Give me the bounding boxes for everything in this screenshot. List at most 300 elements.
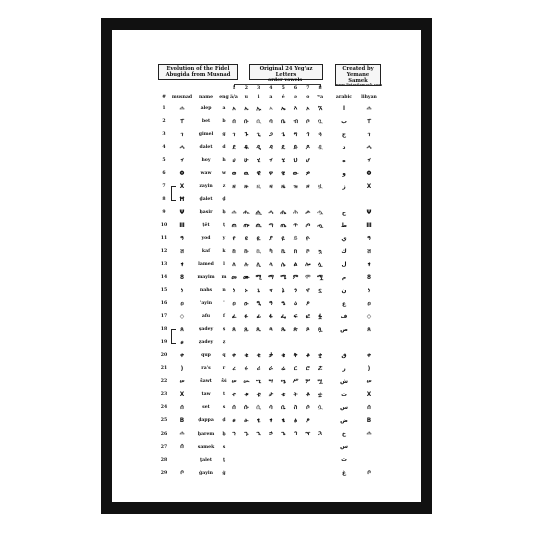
eng-letter: h bbox=[222, 158, 226, 164]
eng-letter: s bbox=[222, 405, 226, 411]
fidel-glyph: ዌ bbox=[281, 170, 286, 177]
fidel-glyph: ጾ bbox=[306, 326, 310, 333]
musnad-glyph: ዓ bbox=[180, 235, 184, 242]
eng-letter: ġ bbox=[222, 470, 226, 476]
fidel-glyph: ኋ bbox=[318, 431, 322, 437]
eng-letter: s bbox=[222, 444, 226, 450]
fidel-glyph: ጢ bbox=[255, 222, 262, 229]
musnad-glyph: ሰ bbox=[180, 404, 184, 411]
lihyan-glyph: ዐ bbox=[367, 300, 371, 307]
fidel-glyph: ሀ bbox=[232, 157, 236, 164]
letter-name: gimel bbox=[198, 132, 214, 138]
row-number: 9 bbox=[162, 210, 166, 216]
fidel-glyph: ዮ bbox=[305, 235, 310, 242]
fidel-glyph: ሢ bbox=[256, 378, 262, 385]
arabic-glyph: م bbox=[341, 274, 347, 281]
fidel-glyph: ሓ bbox=[268, 209, 274, 216]
row-number: 1 bbox=[162, 106, 166, 111]
arabic-glyph: ه bbox=[342, 157, 346, 164]
fidel-glyph: ጤ bbox=[280, 222, 287, 229]
fidel-glyph: ሂ bbox=[256, 157, 261, 164]
fidel-glyph: ጋ bbox=[269, 131, 273, 138]
letter-name: 'ayin bbox=[199, 301, 213, 307]
lihyan-glyph: ሓ bbox=[366, 144, 372, 151]
arabic-glyph: ا bbox=[343, 105, 345, 112]
lihyan-glyph: ነ bbox=[367, 287, 371, 294]
fidel-glyph: ፏ bbox=[318, 313, 322, 320]
fidel-glyph: ዪ bbox=[256, 235, 261, 242]
eng-letter: f bbox=[223, 314, 225, 320]
fidel-glyph: ኀ bbox=[232, 431, 236, 437]
fidel-glyph: ፀ bbox=[232, 417, 236, 424]
fidel-glyph: በ bbox=[232, 118, 236, 125]
fidel-glyph: ሡ bbox=[243, 378, 250, 385]
arabic-glyph: خ bbox=[341, 431, 347, 437]
lihyan-glyph: ሰ bbox=[367, 404, 371, 411]
fidel-glyph: ጉ bbox=[244, 131, 249, 138]
row-number: 23 bbox=[160, 392, 168, 398]
fidel-glyph: ሃ bbox=[269, 157, 273, 164]
lihyan-glyph: ሠ bbox=[366, 378, 372, 385]
fidel-glyph: ሆ bbox=[305, 157, 310, 164]
arabic-glyph: ن bbox=[341, 287, 347, 294]
fidel-glyph: ዘ bbox=[232, 183, 236, 190]
fidel-glyph: ባ bbox=[269, 118, 273, 125]
fidel-glyph: ዒ bbox=[256, 300, 261, 307]
fidel-glyph: ዓ bbox=[269, 300, 273, 307]
musnad-glyph: ነ bbox=[180, 287, 184, 294]
fidel-glyph: ም bbox=[292, 274, 299, 281]
header-vowel: o bbox=[306, 95, 310, 100]
letter-name: samek bbox=[197, 444, 215, 450]
row-number: 10 bbox=[160, 223, 168, 229]
fidel-glyph: ኒ bbox=[257, 287, 260, 294]
fidel-glyph: ኂ bbox=[256, 431, 261, 437]
letter-name: bet bbox=[201, 119, 211, 125]
fidel-glyph: ኣ bbox=[269, 105, 273, 112]
header-vowel: ə bbox=[294, 95, 297, 100]
fidel-glyph: ሊ bbox=[256, 261, 261, 268]
fidel-glyph: ፃ bbox=[269, 417, 273, 424]
fidel-glyph: ጦ bbox=[305, 222, 311, 229]
fidel-glyph: አ bbox=[232, 105, 236, 112]
row-number: 26 bbox=[160, 431, 168, 437]
header-vowel: i bbox=[257, 95, 260, 100]
fidel-glyph: ጌ bbox=[281, 131, 285, 138]
fidel-glyph: ፊ bbox=[256, 313, 261, 320]
fidel-glyph: ኁ bbox=[244, 431, 249, 437]
title-left-box bbox=[158, 64, 238, 80]
fidel-glyph: ፁ bbox=[244, 417, 249, 424]
row-number: 19 bbox=[160, 340, 168, 346]
musnad-glyph: ሸ bbox=[180, 248, 184, 255]
lihyan-glyph: Ψ bbox=[366, 209, 372, 216]
lihyan-glyph: ቀ bbox=[367, 352, 371, 359]
musnad-glyph: ሰ bbox=[180, 444, 184, 451]
letter-name: hoy bbox=[201, 158, 211, 164]
lihyan-glyph: ሐ bbox=[366, 105, 372, 112]
musnad-glyph: ) bbox=[180, 365, 184, 372]
fidel-glyph: ቷ bbox=[318, 391, 323, 398]
musnad-glyph: ሓ bbox=[179, 144, 185, 151]
letter-name: šawt bbox=[200, 379, 212, 385]
eng-letter: r bbox=[222, 366, 226, 372]
fidel-glyph: ሣ bbox=[268, 378, 274, 385]
letter-name: yod bbox=[201, 236, 211, 242]
lihyan-glyph: ሸ bbox=[367, 248, 371, 255]
row-number: 3 bbox=[162, 132, 166, 138]
row-number: 13 bbox=[160, 262, 168, 268]
row-number: 22 bbox=[160, 379, 168, 385]
arabic-glyph: ط bbox=[340, 222, 348, 229]
fidel-glyph: ላ bbox=[269, 261, 273, 268]
lihyan-glyph: Φ bbox=[366, 170, 372, 177]
lihyan-glyph: Ⅲ bbox=[366, 222, 372, 229]
lihyan-glyph: ዓ bbox=[367, 235, 371, 242]
musnad-glyph: ሐ bbox=[179, 431, 185, 437]
header-lihyan: lihyan bbox=[361, 95, 377, 100]
fidel-glyph: ዕ bbox=[294, 300, 297, 307]
fidel-glyph: ሴ bbox=[281, 404, 286, 411]
fidel-glyph: ዳ bbox=[269, 144, 273, 151]
fidel-glyph: ዝ bbox=[293, 183, 298, 190]
fidel-glyph: ሕ bbox=[293, 209, 298, 216]
letter-name: ḏalet bbox=[199, 197, 213, 203]
fidel-glyph: ዉ bbox=[243, 170, 249, 177]
fidel-glyph: ኪ bbox=[256, 248, 261, 255]
merge-bracket-arrow bbox=[171, 329, 176, 344]
eng-letter: ṣ bbox=[222, 327, 226, 333]
fidel-glyph: ሞ bbox=[305, 274, 311, 281]
row-number: 16 bbox=[160, 301, 168, 307]
eng-letter: q bbox=[222, 353, 226, 359]
fidel-glyph: ሧ bbox=[317, 378, 323, 385]
letter-name: ḍappa bbox=[198, 418, 214, 424]
row-number: 5 bbox=[162, 158, 166, 164]
fidel-glyph: ኃ bbox=[269, 431, 273, 437]
fidel-glyph: ፅ bbox=[294, 417, 297, 424]
fidel-glyph: ን bbox=[293, 287, 298, 294]
letter-name: set bbox=[202, 405, 210, 411]
letter-name: waw bbox=[200, 171, 212, 177]
fidel-glyph: ሬ bbox=[281, 365, 286, 372]
fidel-glyph: ቶ bbox=[305, 391, 310, 398]
fidel-glyph: ገ bbox=[232, 131, 236, 138]
eng-letter: ḥ bbox=[222, 210, 226, 216]
fidel-glyph: ል bbox=[293, 261, 298, 268]
fidel-glyph: ቧ bbox=[317, 118, 323, 125]
lihyan-glyph: ገ bbox=[367, 131, 371, 138]
musnad-glyph: ሃ bbox=[180, 157, 184, 164]
fidel-glyph: ሜ bbox=[280, 274, 287, 281]
row-number: 14 bbox=[160, 275, 168, 281]
fidel-glyph: ና bbox=[269, 287, 273, 294]
fidel-glyph: የ bbox=[232, 235, 236, 242]
eng-letter: b bbox=[222, 119, 226, 125]
fidel-glyph: ረ bbox=[232, 365, 236, 372]
row-number: 4 bbox=[162, 145, 166, 151]
eng-letter: l bbox=[223, 262, 225, 268]
musnad-glyph: Φ bbox=[179, 170, 185, 177]
eng-letter: a bbox=[222, 106, 226, 111]
fidel-glyph: ድ bbox=[293, 144, 298, 151]
arabic-glyph: ل bbox=[341, 261, 347, 268]
arabic-glyph: ض bbox=[340, 417, 348, 424]
order-number: 1 bbox=[232, 86, 236, 91]
musnad-glyph: ቦ bbox=[180, 470, 184, 477]
fidel-glyph: ሑ bbox=[243, 209, 250, 216]
letter-name: lamed bbox=[198, 262, 214, 268]
eng-letter: k bbox=[222, 249, 226, 255]
fidel-glyph: ኗ bbox=[318, 287, 322, 294]
letter-name: afu bbox=[201, 314, 211, 320]
fidel-glyph: ፄ bbox=[281, 417, 285, 424]
header-index: # bbox=[162, 95, 166, 100]
row-number: 7 bbox=[162, 184, 166, 190]
fidel-glyph: ዊ bbox=[256, 170, 261, 177]
header-vowel: ʷa bbox=[317, 95, 324, 100]
fidel-glyph: ስ bbox=[293, 404, 298, 411]
fidel-glyph: ኬ bbox=[281, 248, 286, 255]
fidel-glyph: ቲ bbox=[256, 391, 261, 398]
fidel-glyph: ዋ bbox=[268, 170, 273, 177]
fidel-glyph: ኔ bbox=[282, 287, 285, 294]
fidel-glyph: ጸ bbox=[232, 326, 236, 333]
fidel-glyph: ዛ bbox=[269, 183, 273, 190]
fidel-glyph: ኤ bbox=[281, 105, 286, 112]
fidel-glyph: ሄ bbox=[281, 157, 285, 164]
arabic-glyph: ع bbox=[342, 300, 346, 307]
order-number: 3 bbox=[256, 86, 261, 91]
arabic-glyph: ث bbox=[341, 457, 347, 464]
lihyan-glyph: ቦ bbox=[367, 470, 371, 477]
fidel-glyph: ሳ bbox=[269, 404, 273, 411]
header-vowel: a bbox=[269, 95, 273, 100]
fidel-glyph: ሮ bbox=[305, 365, 310, 372]
arabic-glyph: ر bbox=[342, 365, 346, 372]
fidel-glyph: ዴ bbox=[281, 144, 286, 151]
letter-name: ẓadey bbox=[198, 340, 214, 346]
lihyan-glyph: ፐ bbox=[366, 118, 372, 125]
fidel-glyph: ፌ bbox=[280, 313, 286, 320]
musnad-glyph: ፐ bbox=[179, 118, 185, 125]
merge-bracket-arrow bbox=[171, 186, 176, 201]
fidel-glyph: ፉ bbox=[244, 313, 249, 320]
lihyan-glyph: ጸ bbox=[367, 326, 371, 333]
fidel-glyph: ቆ bbox=[305, 352, 310, 359]
musnad-glyph: 8 bbox=[179, 274, 185, 281]
fidel-glyph: ቤ bbox=[280, 118, 286, 125]
fidel-glyph: ኦ bbox=[306, 105, 310, 112]
musnad-glyph: ገ bbox=[180, 131, 184, 138]
arabic-glyph: س bbox=[340, 444, 348, 451]
fidel-glyph: ኖ bbox=[305, 287, 310, 294]
musnad-glyph: Ħ bbox=[179, 196, 185, 203]
fidel-glyph: ኢ bbox=[256, 105, 261, 112]
eng-letter: ṭ bbox=[222, 223, 226, 229]
fidel-glyph: ለ bbox=[232, 261, 236, 268]
row-number: 8 bbox=[162, 197, 166, 203]
arabic-glyph: ك bbox=[341, 248, 347, 255]
fidel-glyph: ጺ bbox=[256, 326, 261, 333]
header-eng: eng bbox=[219, 95, 229, 100]
eng-letter: z bbox=[222, 184, 226, 190]
fidel-glyph: ፂ bbox=[256, 417, 261, 424]
order-vowels-bracket bbox=[234, 84, 320, 85]
header-musnad: musnad bbox=[171, 95, 193, 100]
fidel-glyph: ቢ bbox=[256, 118, 261, 125]
arabic-glyph: ح bbox=[341, 209, 347, 216]
fidel-glyph: ዩ bbox=[244, 235, 248, 242]
musnad-glyph: ሐ bbox=[179, 105, 185, 112]
fidel-glyph: ፋ bbox=[269, 313, 273, 320]
fidel-glyph: ጼ bbox=[281, 326, 286, 333]
letter-name: nahs bbox=[199, 288, 213, 294]
eng-letter: y bbox=[222, 236, 226, 242]
fidel-glyph: ኩ bbox=[244, 248, 249, 255]
musnad-glyph: Ⅲ bbox=[179, 222, 185, 229]
fidel-glyph: ሌ bbox=[281, 261, 286, 268]
letter-name: ḥasir bbox=[199, 210, 213, 216]
row-number: 12 bbox=[160, 249, 168, 255]
fidel-glyph: ሪ bbox=[256, 365, 261, 372]
fidel-glyph: ሠ bbox=[231, 378, 237, 385]
fidel-glyph: ዖ bbox=[306, 300, 310, 307]
order-number: 7 bbox=[306, 86, 310, 91]
letter-name: ṭēt bbox=[202, 223, 210, 229]
eng-letter: ṯ bbox=[222, 457, 226, 463]
fidel-glyph: ቀ bbox=[232, 352, 236, 359]
arabic-glyph: د bbox=[342, 144, 346, 151]
eng-letter: ẓ bbox=[222, 340, 226, 346]
fidel-glyph: ሐ bbox=[231, 209, 237, 216]
eng-letter: g bbox=[222, 132, 226, 138]
eng-letter: m bbox=[221, 275, 227, 281]
fidel-glyph: ጎ bbox=[306, 131, 310, 138]
header-vowel: ä/a bbox=[230, 95, 238, 100]
fidel-glyph: ሚ bbox=[255, 274, 262, 281]
fidel-glyph: ዑ bbox=[244, 300, 249, 307]
row-number: 25 bbox=[160, 418, 168, 424]
fidel-glyph: ጡ bbox=[243, 222, 250, 229]
eng-letter: t bbox=[222, 392, 226, 398]
header-name: name bbox=[198, 95, 214, 100]
fidel-glyph: ሷ bbox=[317, 404, 323, 411]
eng-letter: šś bbox=[221, 379, 227, 385]
musnad-glyph: Ψ bbox=[179, 209, 185, 216]
fidel-glyph: ቦ bbox=[306, 118, 310, 125]
lihyan-glyph: ) bbox=[367, 365, 371, 372]
fidel-glyph: ሉ bbox=[244, 261, 249, 268]
fidel-glyph: ቡ bbox=[244, 118, 249, 125]
fidel-glyph: ዶ bbox=[305, 144, 310, 151]
fidel-glyph: ማ bbox=[268, 274, 274, 281]
row-number: 21 bbox=[160, 366, 168, 372]
lihyan-glyph: B bbox=[366, 417, 372, 424]
eng-letter: ḫ bbox=[222, 431, 226, 437]
musnad-glyph: ◇ bbox=[179, 313, 185, 320]
letter-name: mayim bbox=[197, 275, 215, 281]
title-right: Created by Yemane Samek bbox=[342, 66, 374, 84]
fidel-glyph: ዟ bbox=[318, 183, 323, 190]
fidel-glyph: ኄ bbox=[281, 431, 286, 437]
fidel-glyph: ር bbox=[293, 365, 298, 372]
fidel-glyph: ሔ bbox=[280, 209, 286, 216]
fidel-glyph: ጧ bbox=[317, 222, 324, 229]
fidel-glyph: ሁ bbox=[244, 157, 249, 164]
fidel-glyph: ሟ bbox=[317, 274, 324, 281]
fidel-glyph: ከ bbox=[232, 248, 236, 255]
fidel-glyph: ሖ bbox=[305, 209, 311, 216]
fidel-glyph: ሩ bbox=[244, 365, 248, 372]
fidel-glyph: ሲ bbox=[256, 404, 261, 411]
fidel-glyph: ሯ bbox=[317, 365, 323, 372]
fidel-glyph: ነ bbox=[232, 287, 236, 294]
musnad-glyph: X bbox=[179, 391, 185, 398]
letter-name: qup bbox=[201, 353, 211, 359]
letter-name: kaf bbox=[201, 249, 211, 255]
fidel-glyph: ጥ bbox=[293, 222, 298, 229]
fidel-glyph: ህ bbox=[293, 157, 298, 164]
fidel-glyph: ዚ bbox=[256, 183, 261, 190]
arabic-glyph: و bbox=[342, 170, 346, 177]
fidel-glyph: ሰ bbox=[232, 404, 236, 411]
letter-name: dalet bbox=[199, 145, 213, 151]
fidel-glyph: ኳ bbox=[318, 248, 322, 255]
order-number: 5 bbox=[281, 86, 285, 91]
fidel-glyph: ሎ bbox=[305, 261, 311, 268]
url-text: www.PeterSemack.com bbox=[336, 83, 383, 87]
letter-name: ṯalet bbox=[200, 457, 212, 463]
fidel-glyph: ሥ bbox=[292, 378, 299, 385]
lihyan-glyph: ◇ bbox=[366, 313, 372, 320]
musnad-glyph: X bbox=[179, 183, 185, 190]
row-number: 6 bbox=[162, 171, 166, 177]
fidel-glyph: ቂ bbox=[256, 352, 261, 359]
arabic-glyph: ش bbox=[340, 378, 348, 385]
fidel-glyph: ጠ bbox=[231, 222, 237, 229]
fidel-glyph: ፎ bbox=[305, 313, 310, 320]
arabic-glyph: ي bbox=[341, 235, 347, 242]
fidel-glyph: ው bbox=[292, 170, 299, 177]
fidel-glyph: ካ bbox=[269, 248, 273, 255]
fidel-glyph: ዞ bbox=[306, 183, 310, 190]
row-number: 24 bbox=[160, 405, 168, 411]
fidel-glyph: ኅ bbox=[293, 431, 298, 437]
letter-name: ḫarem bbox=[197, 431, 215, 437]
eng-letter: ḍ bbox=[222, 418, 226, 424]
arabic-glyph: ف bbox=[340, 313, 348, 320]
lihyan-glyph: 8 bbox=[366, 274, 372, 281]
letter-name: taw bbox=[201, 392, 211, 398]
fidel-glyph: ኧ bbox=[317, 105, 323, 112]
order-number: 8 bbox=[318, 86, 322, 91]
header-vowel: u bbox=[244, 95, 248, 100]
fidel-glyph: ፍ bbox=[293, 313, 298, 320]
letter-name: ṣadey bbox=[198, 327, 214, 333]
fidel-glyph: ሗ bbox=[317, 209, 323, 216]
fidel-glyph: ኡ bbox=[244, 105, 249, 112]
title-left: Evolution of the Fidel Abugida from Musnad bbox=[165, 66, 231, 78]
order-number: 6 bbox=[293, 86, 298, 91]
fidel-glyph: ት bbox=[293, 391, 298, 398]
letter-name: alep bbox=[200, 106, 212, 111]
fidel-glyph: ጻ bbox=[269, 326, 273, 333]
fidel-glyph: ጊ bbox=[256, 131, 261, 138]
fidel-glyph: ሦ bbox=[305, 378, 311, 385]
fidel-glyph: ዲ bbox=[256, 144, 261, 151]
fidel-glyph: ሏ bbox=[317, 261, 323, 268]
